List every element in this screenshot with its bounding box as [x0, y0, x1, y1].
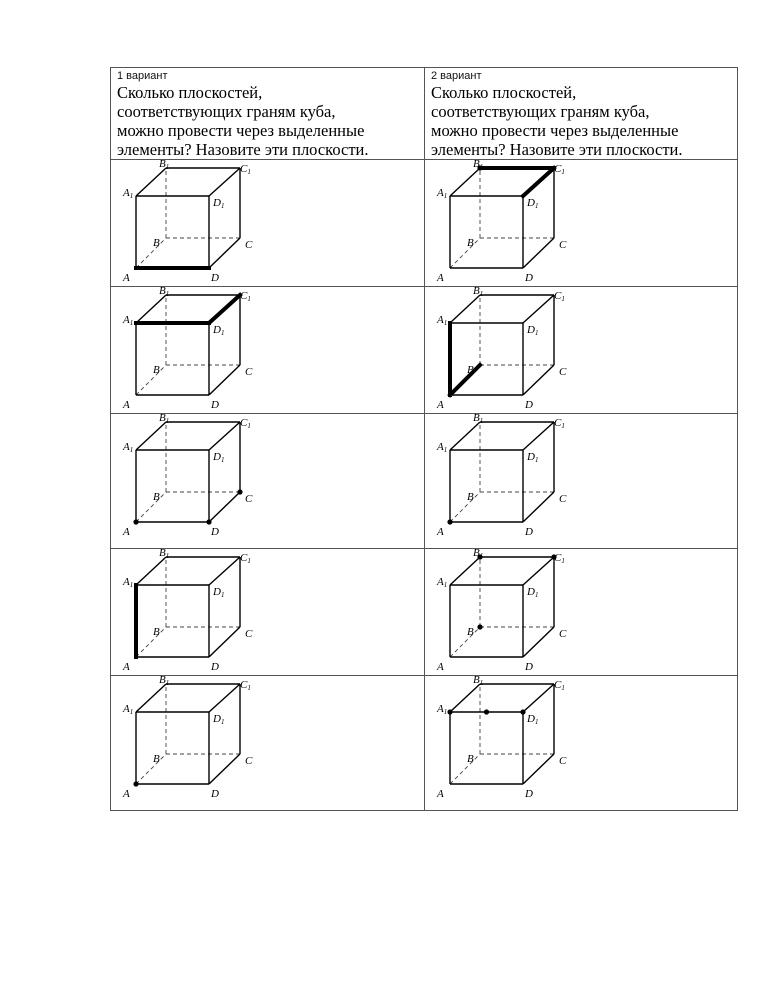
- vertex-label-C: C: [559, 366, 567, 378]
- cube-cell: [111, 676, 425, 811]
- vertex-label-C1: C1: [240, 417, 251, 430]
- variant2-question-line-4: элементы? Назовите эти плоскости.: [431, 140, 683, 159]
- edge-A1-B1: [450, 295, 480, 323]
- cube-diagram: [111, 414, 261, 540]
- vertex-label-A: A: [123, 661, 130, 673]
- vertex-label-B: B: [153, 364, 160, 376]
- vertex-label-A1: A1: [123, 314, 134, 327]
- cube-cell: [425, 676, 738, 811]
- hidden-edge-A-B: [136, 365, 166, 395]
- variant1-question-line-4: элементы? Назовите эти плоскости.: [117, 140, 369, 159]
- vertex-label-D: D: [525, 788, 533, 800]
- tasks-table: [110, 67, 738, 811]
- edge-A1-B1: [450, 422, 480, 450]
- vertex-label-D: D: [211, 399, 219, 411]
- cube-cell: [111, 414, 425, 549]
- edge-A1-B1: [136, 684, 166, 712]
- vertex-label-D: D: [525, 399, 533, 411]
- vertex-label-D1: D1: [527, 197, 539, 210]
- vertex-label-D: D: [211, 272, 219, 284]
- vertex-label-B1: B1: [159, 160, 170, 171]
- edge-C-D: [209, 754, 240, 784]
- task-row-2: [111, 287, 738, 414]
- vertex-label-A: A: [437, 788, 444, 800]
- cube-diagram: [111, 160, 261, 286]
- vertex-label-B: B: [467, 364, 474, 376]
- vertex-label-C: C: [559, 493, 567, 505]
- vertex-label-B: B: [153, 491, 160, 503]
- vertex-label-C: C: [245, 366, 253, 378]
- highlighted-edge-C1-D1: [523, 168, 554, 196]
- vertex-label-D1: D1: [213, 197, 225, 210]
- vertex-label-C1: C1: [554, 552, 565, 565]
- edge-A1-B1: [136, 557, 166, 585]
- edge-A1-B1: [450, 168, 480, 196]
- vertex-label-A1: A1: [437, 703, 448, 716]
- edge-A1-B1: [450, 557, 480, 585]
- vertex-label-D1: D1: [213, 451, 225, 464]
- edge-C-D: [523, 754, 554, 784]
- vertex-label-A1: A1: [437, 576, 448, 589]
- vertex-label-C: C: [245, 493, 253, 505]
- cube-diagram: [425, 160, 575, 286]
- vertex-label-A: A: [123, 272, 130, 284]
- vertex-label-D1: D1: [527, 451, 539, 464]
- vertex-label-C1: C1: [554, 163, 565, 176]
- vertex-label-C1: C1: [554, 290, 565, 303]
- hidden-edge-A-B: [136, 238, 166, 268]
- cube-diagram: [425, 549, 575, 675]
- task-row-1: [111, 160, 738, 287]
- variant1-question-line-2: соответствующих граням куба,: [117, 102, 336, 121]
- cube-diagram: [425, 287, 575, 413]
- cube-diagram: [425, 676, 575, 802]
- vertex-label-D1: D1: [527, 713, 539, 726]
- highlighted-point-B: [477, 624, 482, 629]
- edge-C1-D1: [523, 295, 554, 323]
- vertex-label-D1: D1: [213, 324, 225, 337]
- edge-C-D: [209, 492, 240, 522]
- vertex-label-A1: A1: [123, 703, 134, 716]
- vertex-label-D1: D1: [527, 586, 539, 599]
- hidden-edge-A-B: [450, 238, 480, 268]
- edge-A1-B1: [136, 168, 166, 196]
- vertex-label-D: D: [525, 526, 533, 538]
- hidden-edge-A-B: [136, 754, 166, 784]
- cube-cell: [111, 287, 425, 414]
- vertex-label-D: D: [525, 272, 533, 284]
- vertex-label-A1: A1: [123, 441, 134, 454]
- vertex-label-B1: B1: [473, 549, 484, 560]
- variant1-title: 1 вариант: [117, 70, 168, 82]
- vertex-label-C: C: [559, 755, 567, 767]
- vertex-label-D: D: [211, 661, 219, 673]
- edge-C-D: [209, 627, 240, 657]
- vertex-label-A: A: [437, 526, 444, 538]
- vertex-label-C1: C1: [240, 679, 251, 692]
- vertex-label-B: B: [467, 237, 474, 249]
- vertex-label-C: C: [559, 628, 567, 640]
- cube-cell: [425, 414, 738, 549]
- hidden-edge-A-B: [450, 627, 480, 657]
- vertex-label-B1: B1: [473, 676, 484, 687]
- vertex-label-A1: A1: [437, 187, 448, 200]
- edge-A1-B1: [136, 295, 166, 323]
- variant2-question-line-3: можно провести через выделенные: [431, 121, 679, 140]
- vertex-label-B1: B1: [159, 676, 170, 687]
- edge-A1-B1: [136, 422, 166, 450]
- vertex-label-C: C: [245, 239, 253, 251]
- edge-C1-D1: [523, 557, 554, 585]
- vertex-label-C1: C1: [554, 679, 565, 692]
- vertex-label-C: C: [559, 239, 567, 251]
- vertex-label-B1: B1: [159, 414, 170, 425]
- vertex-label-B: B: [153, 753, 160, 765]
- hidden-edge-A-B: [136, 627, 166, 657]
- highlighted-point-C: [237, 489, 242, 494]
- vertex-label-C: C: [245, 755, 253, 767]
- cube-cell: [425, 160, 738, 287]
- task-row-4: [111, 549, 738, 676]
- vertex-label-B1: B1: [473, 287, 484, 298]
- vertex-label-B1: B1: [159, 287, 170, 298]
- vertex-label-B1: B1: [473, 160, 484, 171]
- vertex-label-A: A: [437, 272, 444, 284]
- edge-C-D: [209, 365, 240, 395]
- vertex-label-B1: B1: [473, 414, 484, 425]
- vertex-label-C: C: [245, 628, 253, 640]
- vertex-label-C1: C1: [554, 417, 565, 430]
- edge-A1-B1: [450, 684, 480, 712]
- header-row: [111, 68, 738, 160]
- vertex-label-C1: C1: [240, 163, 251, 176]
- vertex-label-B: B: [467, 753, 474, 765]
- variant1-question-line-1: Сколько плоскостей,: [117, 83, 263, 102]
- edge-C-D: [523, 365, 554, 395]
- cube-cell: [425, 549, 738, 676]
- edge-C-D: [209, 238, 240, 268]
- vertex-label-B: B: [153, 626, 160, 638]
- vertex-label-D1: D1: [213, 586, 225, 599]
- cube-cell: [425, 287, 738, 414]
- vertex-label-A: A: [123, 526, 130, 538]
- vertex-label-A1: A1: [123, 187, 134, 200]
- variant1-question-line-3: можно провести через выделенные: [117, 121, 365, 140]
- highlighted-point-A: [447, 519, 452, 524]
- hidden-edge-A-B: [136, 492, 166, 522]
- cube-diagram: [111, 676, 261, 802]
- vertex-label-A: A: [437, 661, 444, 673]
- vertex-label-D: D: [525, 661, 533, 673]
- edge-C1-D1: [209, 557, 240, 585]
- edge-C-D: [523, 627, 554, 657]
- variant2-question-line-1: Сколько плоскостей,: [431, 83, 577, 102]
- variant2-title: 2 вариант: [431, 70, 482, 82]
- highlighted-edge-D1-C1: [209, 295, 240, 323]
- edge-C-D: [523, 238, 554, 268]
- edge-C1-D1: [523, 684, 554, 712]
- highlighted-point-D: [206, 519, 211, 524]
- highlighted-point-A1: [447, 709, 452, 714]
- variant2-question-line-2: соответствующих граням куба,: [431, 102, 650, 121]
- cube-diagram: [111, 287, 261, 413]
- vertex-label-D1: D1: [527, 324, 539, 337]
- edge-C1-D1: [209, 422, 240, 450]
- vertex-label-A1: A1: [437, 314, 448, 327]
- vertex-label-A: A: [123, 788, 130, 800]
- highlighted-point-A: [133, 781, 138, 786]
- highlighted-point-D1: [520, 709, 525, 714]
- vertex-label-C1: C1: [240, 290, 251, 303]
- vertex-label-A: A: [123, 399, 130, 411]
- task-row-3: [111, 414, 738, 549]
- vertex-label-D1: D1: [213, 713, 225, 726]
- hidden-edge-A-B: [450, 492, 480, 522]
- variant1-header-cell: [111, 68, 425, 160]
- edge-C1-D1: [523, 422, 554, 450]
- cube-diagram: [425, 414, 575, 540]
- vertex-label-D: D: [211, 526, 219, 538]
- edge-C1-D1: [209, 684, 240, 712]
- vertex-label-B1: B1: [159, 549, 170, 560]
- edge-C1-D1: [209, 168, 240, 196]
- cube-diagram: [111, 549, 261, 675]
- highlighted-point-A: [133, 519, 138, 524]
- highlighted-edge-A-B: [450, 365, 480, 395]
- vertex-label-A1: A1: [437, 441, 448, 454]
- cube-cell: [111, 160, 425, 287]
- vertex-label-A1: A1: [123, 576, 134, 589]
- highlighted-point-A1D1-mid: [484, 709, 489, 714]
- task-row-5: [111, 676, 738, 811]
- vertex-label-B: B: [153, 237, 160, 249]
- hidden-edge-A-B: [450, 754, 480, 784]
- vertex-label-D: D: [211, 788, 219, 800]
- variant2-header-cell: [425, 68, 738, 160]
- vertex-label-A: A: [437, 399, 444, 411]
- vertex-label-B: B: [467, 491, 474, 503]
- cube-cell: [111, 549, 425, 676]
- vertex-label-B: B: [467, 626, 474, 638]
- vertex-label-C1: C1: [240, 552, 251, 565]
- edge-C-D: [523, 492, 554, 522]
